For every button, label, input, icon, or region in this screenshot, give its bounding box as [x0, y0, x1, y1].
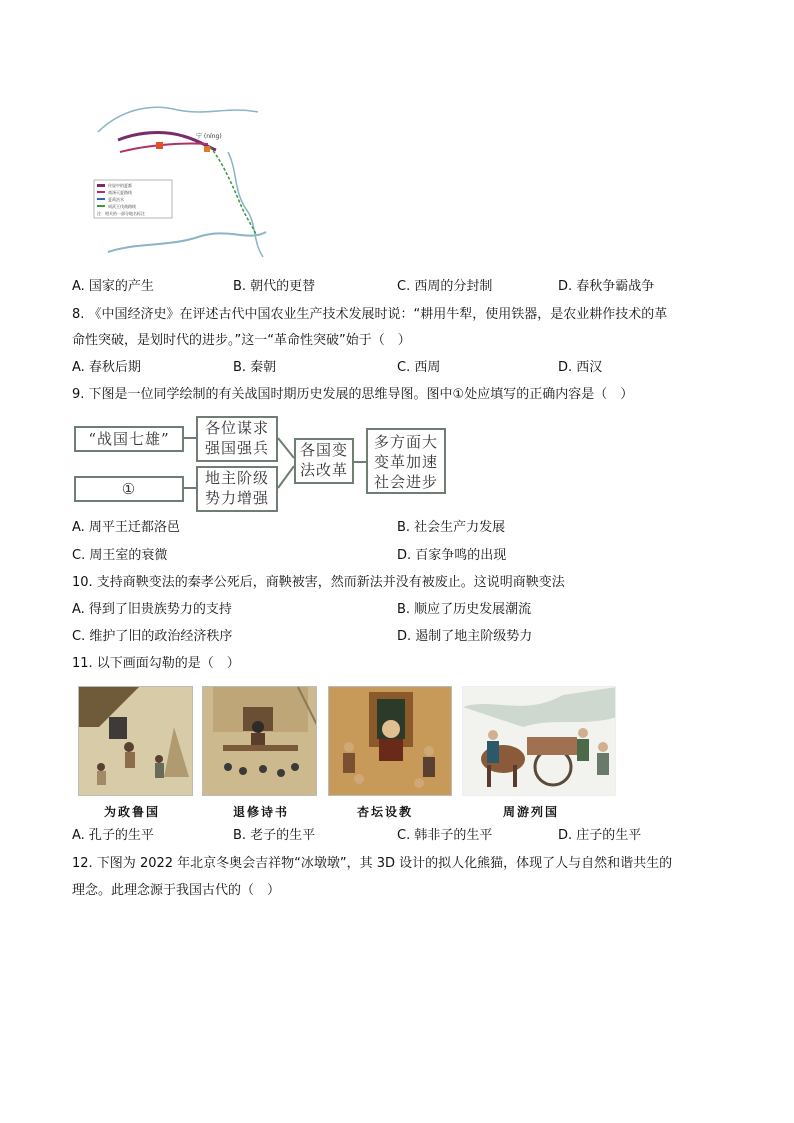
- historical-route-map: [88, 92, 270, 264]
- q10-stem: 10. 支持商鞅变法的秦孝公死后，商鞅被害，然而新法并没有被废止。这说明商鞅变法: [72, 575, 565, 590]
- map-legend-5: 注：相关的一部分地名标注: [97, 211, 145, 216]
- map-legend-1: 传说中的夏都: [108, 183, 132, 188]
- mindmap-box-reform: [294, 438, 354, 484]
- q12-stem-line2: 理念。此理念源于我国古代的（ ）: [72, 883, 281, 898]
- q8-option-a[interactable]: A. 春秋后期: [72, 360, 141, 375]
- q9-option-d[interactable]: D. 百家争鸣的出现: [397, 548, 507, 563]
- caption-political-affairs: 为政鲁国: [104, 805, 161, 819]
- painting-travel-states: [462, 686, 616, 796]
- mindmap-box-strengthen-l2: 强国强兵: [204, 439, 269, 457]
- map-legend-2: 商汤灭夏路线: [108, 190, 132, 195]
- painting-apricot-altar: [328, 686, 452, 796]
- painting-retire-books-image: [203, 687, 317, 796]
- mindmap-box-progress: [366, 428, 446, 494]
- q7-option-d[interactable]: D. 春秋争霸战争: [558, 279, 655, 294]
- q9-option-b[interactable]: B. 社会生产力发展: [397, 520, 506, 535]
- painting-political-affairs: [78, 686, 193, 796]
- mindmap-box-progress-l1: 多方面大: [373, 433, 438, 451]
- q9-stem: 9. 下图是一位同学绘制的有关战国时期历史发展的思维导图。图中①处应填写的正确内容是（ ）: [72, 387, 634, 402]
- q8-stem-line1: 8. 《中国经济史》在评述古代中国农业生产技术发展时说：“耕用牛犁，使用铁器，是农业耕作技术的革: [72, 307, 668, 322]
- mindmap-box-strengthen-l1: 各位谋求: [204, 419, 269, 437]
- q8-option-c[interactable]: C. 西周: [397, 360, 441, 375]
- q12-stem-line1: 12. 下图为 2022 年北京冬奥会吉祥物“冰墩墩”，其 3D 设计的拟人化熊猫，体现了人与自然和谐共生的: [72, 856, 673, 871]
- mindmap-box-seven-states: “战国七雄”: [74, 426, 184, 452]
- q10-option-b[interactable]: B. 顺应了历史发展潮流: [397, 602, 532, 617]
- q11-option-a[interactable]: A. 孔子的生平: [72, 828, 154, 843]
- q7-option-c[interactable]: C. 西周的分封制: [397, 279, 493, 294]
- q8-option-b[interactable]: B. 秦朝: [233, 360, 277, 375]
- q9-option-c[interactable]: C. 周王室的衰微: [72, 548, 168, 563]
- mindmap-box-landlord-l1: 地主阶级: [204, 469, 269, 487]
- painting-apricot-altar-image: [329, 687, 452, 796]
- q7-option-b[interactable]: B. 朝代的更替: [233, 279, 316, 294]
- map-legend-4: 周武王伐商路线: [108, 204, 136, 209]
- map-illustration: [88, 92, 270, 264]
- q10-option-a[interactable]: A. 得到了旧贵族势力的支持: [72, 602, 232, 617]
- painting-retire-books: [202, 686, 317, 796]
- caption-retire-books: 退修诗书: [233, 805, 290, 819]
- q8-stem-line2: 命性突破，是划时代的进步。”这一“革命性突破”始于（ ）: [72, 333, 411, 348]
- mindmap-box-reform-l2: 法改革: [299, 461, 348, 479]
- painting-travel-states-image: [463, 687, 616, 796]
- q9-option-a[interactable]: A. 周平王迁都洛邑: [72, 520, 180, 535]
- mindmap-box-reform-l1: 各国变: [299, 441, 348, 459]
- q7-option-a[interactable]: A. 国家的产生: [72, 279, 154, 294]
- map-legend-3: 夏禹治水: [108, 197, 124, 202]
- painting-political-affairs-image: [79, 687, 193, 796]
- mindmap-box-progress-l3: 社会进步: [373, 473, 438, 491]
- caption-apricot-altar: 杏坛设教: [357, 805, 414, 819]
- q8-option-d[interactable]: D. 西汉: [558, 360, 603, 375]
- q10-option-c[interactable]: C. 维护了旧的政治经济秩序: [72, 629, 233, 644]
- q11-stem: 11. 以下画面勾勒的是（ ）: [72, 656, 240, 671]
- q11-option-d[interactable]: D. 庄子的生平: [558, 828, 642, 843]
- mindmap-box-strengthen: [196, 416, 278, 462]
- q11-option-c[interactable]: C. 韩非子的生平: [397, 828, 493, 843]
- map-place-label: 宁 (níng): [196, 133, 222, 140]
- mindmap-box-landlord: [196, 466, 278, 512]
- mindmap-box-landlord-l2: 势力增强: [204, 489, 269, 507]
- mindmap-box-progress-l2: 变革加速: [373, 453, 438, 471]
- q11-option-b[interactable]: B. 老子的生平: [233, 828, 316, 843]
- mindmap-box-blank: ①: [74, 476, 184, 502]
- q10-option-d[interactable]: D. 遏制了地主阶级势力: [397, 629, 533, 644]
- caption-travel-states: 周游列国: [503, 805, 560, 819]
- q9-mindmap: [72, 414, 452, 514]
